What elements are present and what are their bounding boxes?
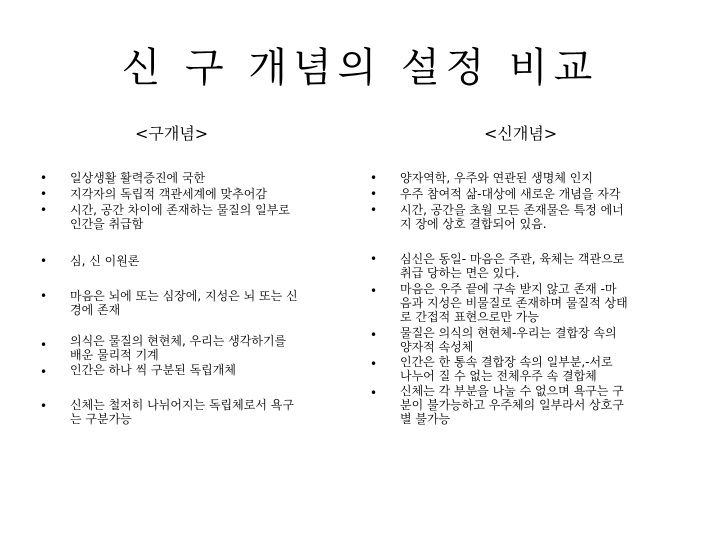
new-item-5b: 음과 지성은 비물질로 존재하며 물질적 상태 xyxy=(400,296,628,310)
bullet: • xyxy=(370,386,378,400)
bullet: • xyxy=(370,203,378,217)
old-item-3b: 인간을 취급함 xyxy=(70,217,144,231)
new-item-1: 양자역학, 우주와 연관된 생명체 인지 xyxy=(400,171,593,185)
bullet: • xyxy=(370,171,378,185)
bullet: • xyxy=(40,203,48,217)
new-item-3a: 시간, 공간을 초월 모든 존재물은 특정 에너 xyxy=(400,203,624,217)
old-item-8a: 신체는 철저히 나뉘어지는 독립체로서 욕구 xyxy=(70,398,294,412)
old-item-7: 인간은 하나 씩 구분된 독립개체 xyxy=(70,363,236,377)
old-item-2: 지각자의 독립적 객관세계에 맞추어감 xyxy=(70,187,267,201)
new-item-6b: 양자적 속성체 xyxy=(400,340,474,354)
bullet: • xyxy=(40,187,48,201)
bullet: • xyxy=(40,399,48,413)
slide-title: 신 구 개념의 설정 비교 xyxy=(121,45,599,91)
new-concept-heading: <신개념> xyxy=(484,124,558,143)
bullet: • xyxy=(370,357,378,371)
new-item-2: 우주 참여적 삶-대상에 새로운 개념을 자각 xyxy=(400,187,621,201)
new-item-8a: 신체는 각 부분을 나눌 수 없으며 욕구는 구 xyxy=(400,384,624,398)
bullet: • xyxy=(40,254,48,268)
bullet: • xyxy=(40,171,48,185)
bullet: • xyxy=(370,252,378,266)
old-concept-heading: <구개념> xyxy=(135,124,209,143)
new-item-6a: 물질은 의식의 현현체-우리는 결합장 속의 xyxy=(400,326,617,340)
new-item-7a: 인간은 한 통속 결합장 속의 일부분,-서로 xyxy=(400,355,613,369)
bullet: • xyxy=(370,284,378,298)
old-item-4: 심, 신 이원론 xyxy=(70,254,140,268)
old-item-3a: 시간, 공간 차이에 존재하는 물질의 일부로 xyxy=(70,203,290,217)
bullet: • xyxy=(40,289,48,303)
new-item-4a: 심신은 동일- 마음은 주관, 육체는 객관으로 xyxy=(400,252,625,266)
new-item-4b: 취급 당하는 면은 있다. xyxy=(400,266,520,280)
old-item-5b: 경에 존재 xyxy=(70,303,121,317)
old-item-8b: 는 구분가능 xyxy=(70,412,132,426)
bullet: • xyxy=(370,328,378,342)
bullet: • xyxy=(40,338,48,352)
old-item-6a: 의식은 물질의 현현체, 우리는 생각하기를 xyxy=(70,334,287,348)
new-item-8c: 별 불가능 xyxy=(400,412,451,426)
old-item-6b: 배운 물리적 기계 xyxy=(70,348,159,362)
bullet: • xyxy=(40,365,48,379)
new-item-5a: 마음은 우주 끝에 구속 받지 않고 존재 -마 xyxy=(400,282,617,296)
old-item-1: 일상생활 활력증진에 국한 xyxy=(70,171,206,185)
new-item-8b: 분이 불가능하고 우주체의 일부라서 상호구 xyxy=(400,398,624,412)
bullet: • xyxy=(370,187,378,201)
new-item-3b: 지 장에 상호 결합되어 있음. xyxy=(400,217,547,231)
new-item-5c: 로 간접적 표현으로만 가능 xyxy=(400,310,539,324)
old-item-5a: 마음은 뇌에 또는 심장에, 지성은 뇌 또는 신 xyxy=(70,289,298,303)
new-item-7b: 나누어 질 수 없는 전체우주 속 결합체 xyxy=(400,369,597,383)
